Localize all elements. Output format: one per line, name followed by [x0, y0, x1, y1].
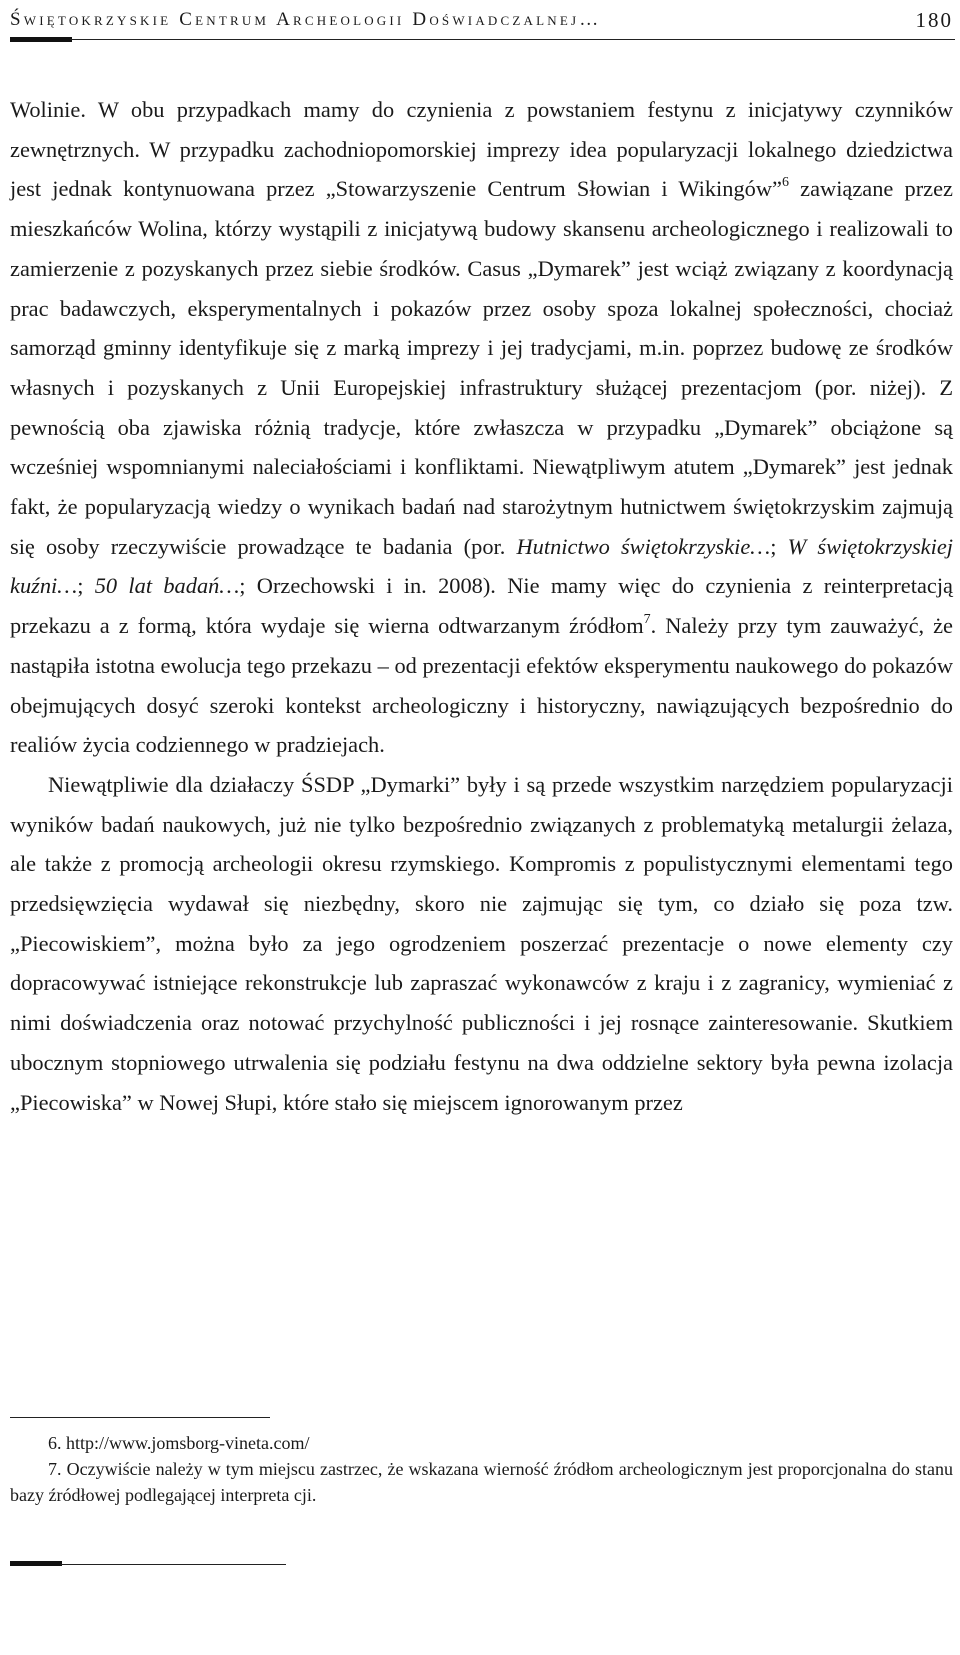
footnotes — [10, 1430, 953, 1508]
footnote-rule — [10, 1417, 270, 1418]
paragraph-1-text-b: zawiązane przez mieszkańców Wolina, którzy wystąpili z inicjatywą budowy skansenu archeologicznego i realizowali to zamierzenie z pozyskanych przez siebie środków. Casus „Dymarek” jest wciąż związany z koordynacją prac badawczych, eksperymentalnych i pokazów przez osoby spoza lokalnej społeczności, chociaż samorząd gminny identyfikuje się z marką imprezy i jej tradycjami, m.in. poprzez budowę ze środków własnych i pozyskanych z Unii Europejskiej infrastruktury służącej prezentacjom (por. niżej). Z pewnością oba zjawiska różnią tradycje, które zwłaszcza w przypadku „Dymarek” obciążone są wcześniej wspomnianymi naleciałościami i konfliktami. Niewątpliwym atutem „Dymarek” jest jednak fakt, że popularyzacją wiedzy o wynikach badań nad starożytnym hutnictwem świętokrzyskim zajmują się osoby rzeczywiście prowadzące te badania (por. — [10, 176, 953, 559]
citation-separator: ; — [77, 573, 95, 599]
paragraph-1-text-d: . Należy przy tym zauważyć, że nastąpiła istotna ewolucja tego przekazu – od prezentacji efektów eksperymentu naukowego do pokazów obejmujących dosyć szeroki kontekst archeologiczny i historyczny, nawiązujących bezpośrednio do realiów życia codziennego w pradziejach. — [10, 613, 953, 758]
paragraph-1-text-a: Wolinie. W obu przypadkach mamy do czynienia z powstaniem festynu z inicjatywy czynników zewnętrznych. W przypadku zachodniopomorskiej imprezy idea popularyzacji lokalnego dziedzictwa jest jednak kontynuowana przez „Stowarzyszenie Centrum Słowian i Wikingów” — [10, 97, 953, 202]
body-text — [10, 90, 953, 1122]
citation-50-lat: 50 lat badań… — [94, 573, 240, 599]
header-rule — [70, 39, 955, 40]
running-head-title: Świętokrzyskie Centrum Archeologii Doświadczalnej… — [10, 9, 602, 30]
footnote-6: 6. http://www.jomsborg-vineta.com/ — [48, 1433, 310, 1453]
citation-separator: ; — [770, 533, 788, 559]
footer-rule — [60, 1564, 286, 1565]
footnote-ref-7: 7 — [643, 611, 651, 627]
footer-rule-accent — [10, 1561, 62, 1566]
running-head — [10, 4, 953, 36]
citation-kuznia: W świętokrzyskiej kuźni… — [10, 533, 953, 599]
paragraph-2: Niewątpliwie dla działaczy ŚSDP „Dymarki” były i są przede wszystkim narzędziem popularyzacji wyników badań naukowych, już nie tylko bezpośrednio związanych z problematyką metalurgii żelaza, ale także z promocją archeologii okresu rzymskiego. Kompromis z populistycznymi elementami tego przedsięwzięcia wydawał się niezbędny, skoro nie zajmując się tym, co działo się poza tzw. „Piecowiskiem”, można było za jego ogrodzeniem poszerzać prezentacje o nowe elementy czy dopracowywać istniejące rekonstrukcje lub zapraszać wykonawców z kraju i z zagranicy, wymieniać z nimi doświadczenia oraz notować przychylność publiczności i jej rosnące zainteresowanie. Skutkiem ubocznym stopniowego utrwalenia się podziału festynu na dwa oddzielne sektory była pewna izolacja „Piecowiska” w Nowej Słupi, które stało się miejscem ignorowanym przez — [10, 771, 953, 1115]
paragraph-1 — [10, 90, 953, 765]
citation-hutnictwo: Hutnictwo świętokrzyskie… — [516, 533, 771, 559]
header-rule-accent — [10, 37, 72, 42]
footnote-ref-6: 6 — [781, 174, 789, 190]
page-number: 180 — [915, 7, 953, 32]
footnote-7: 7. Oczywiście należy w tym miejscu zastrzec, że wskazana wierność źródłom archeologicznym jest proporcjonalna do stanu bazy źródłowej podlegającej interpreta cji. — [10, 1459, 953, 1505]
paragraph-1-text-c: ; Orzechowski i in. 2008). Nie mamy więc do czynienia z reinterpretacją przekazu a z formą, która wydaje się wierna odtwarzanym źródłom — [10, 573, 953, 639]
